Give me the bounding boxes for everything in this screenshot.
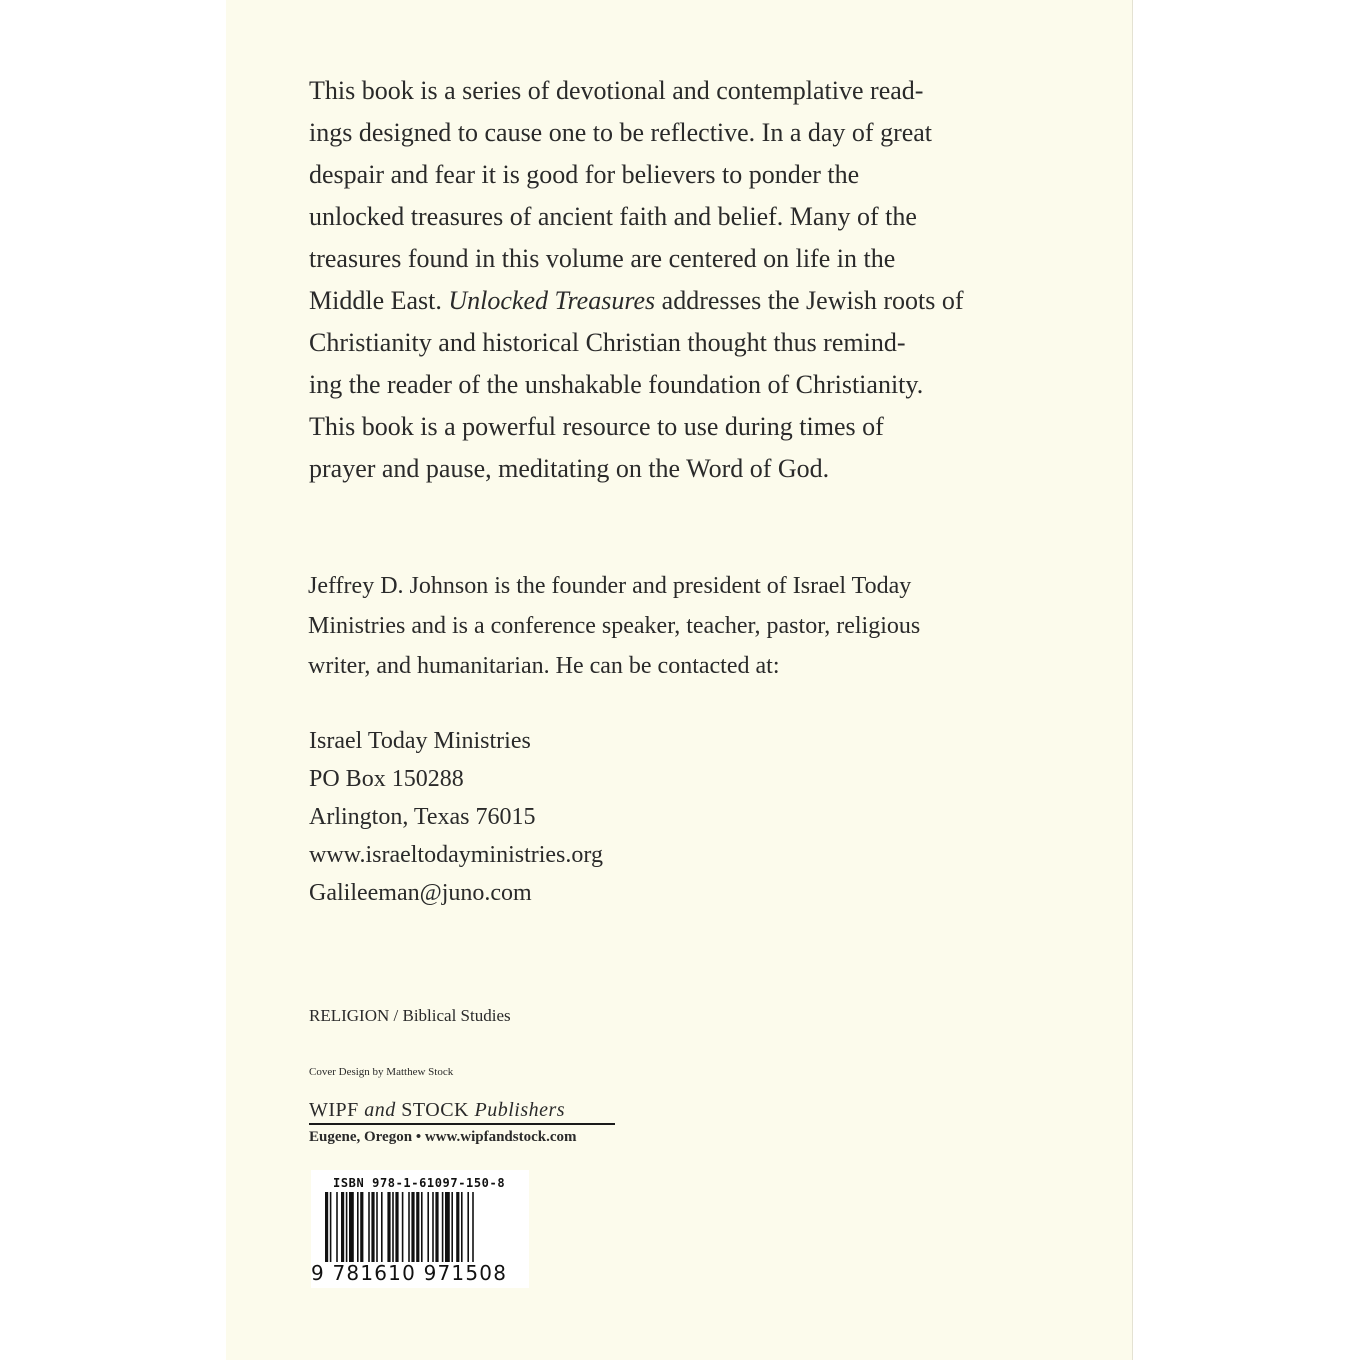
description-line: treasures found in this volume are centered on life in the xyxy=(309,244,896,273)
bullet-separator: • xyxy=(415,1129,422,1145)
publisher-name-part: STOCK xyxy=(395,1099,475,1121)
description-line: This book is a series of devotional and contemplative read- xyxy=(309,76,924,105)
description-text: Middle East. xyxy=(309,286,449,315)
address-organization: Israel Today Ministries xyxy=(309,728,531,754)
isbn-label: ISBN 978-1-61097-150-8 xyxy=(333,1176,506,1190)
publisher-name-publishers: Publishers xyxy=(474,1099,566,1121)
description-line: ing the reader of the unshakable foundation of Christianity. xyxy=(309,370,924,399)
description-line: ings designed to cause one to be reflective. In a day of great xyxy=(309,118,933,147)
cover-design-credit: Cover Design by Matthew Stock xyxy=(309,1066,454,1078)
description-text: addresses the Jewish roots of xyxy=(655,286,964,315)
description-line: prayer and pause, meditating on the Word of God. xyxy=(309,454,830,483)
publisher-info xyxy=(309,1127,577,1147)
contact-address xyxy=(309,722,809,912)
address-city: Arlington, Texas 76015 xyxy=(309,804,536,830)
barcode-digits: 9 781610 971508 xyxy=(311,1261,508,1285)
publisher-website: www.wipfandstock.com xyxy=(424,1129,577,1145)
address-website: www.israeltodayministries.org xyxy=(309,842,603,868)
author-bio xyxy=(308,566,988,686)
publisher-location: Eugene, Oregon xyxy=(309,1129,413,1145)
description-line xyxy=(309,280,969,322)
address-email: Galileeman@juno.com xyxy=(309,880,532,906)
description-line: unlocked treasures of ancient faith and belief. Many of the xyxy=(309,202,917,231)
isbn-barcode xyxy=(311,1170,529,1288)
barcode-icon xyxy=(311,1192,529,1264)
publisher-name-part: WIPF xyxy=(309,1099,365,1121)
book-title-italic: Unlocked Treasures xyxy=(448,286,656,315)
description-line: despair and fear it is good for believers to ponder the xyxy=(309,160,860,189)
publisher-name-and: and xyxy=(364,1099,396,1121)
description-line: This book is a powerful resource to use during times of xyxy=(309,412,884,441)
book-description xyxy=(309,70,969,490)
bio-line: writer, and humanitarian. He can be contacted at: xyxy=(308,653,780,679)
bio-line: Jeffrey D. Johnson is the founder and president of Israel Today xyxy=(308,573,912,599)
address-po-box: PO Box 150288 xyxy=(309,766,464,792)
book-category: RELIGION / Biblical Studies xyxy=(309,1006,511,1025)
publisher-name xyxy=(309,1098,615,1125)
bio-line: Ministries and is a conference speaker, teacher, pastor, religious xyxy=(308,613,921,639)
description-line: Christianity and historical Christian thought thus remind- xyxy=(309,328,906,357)
